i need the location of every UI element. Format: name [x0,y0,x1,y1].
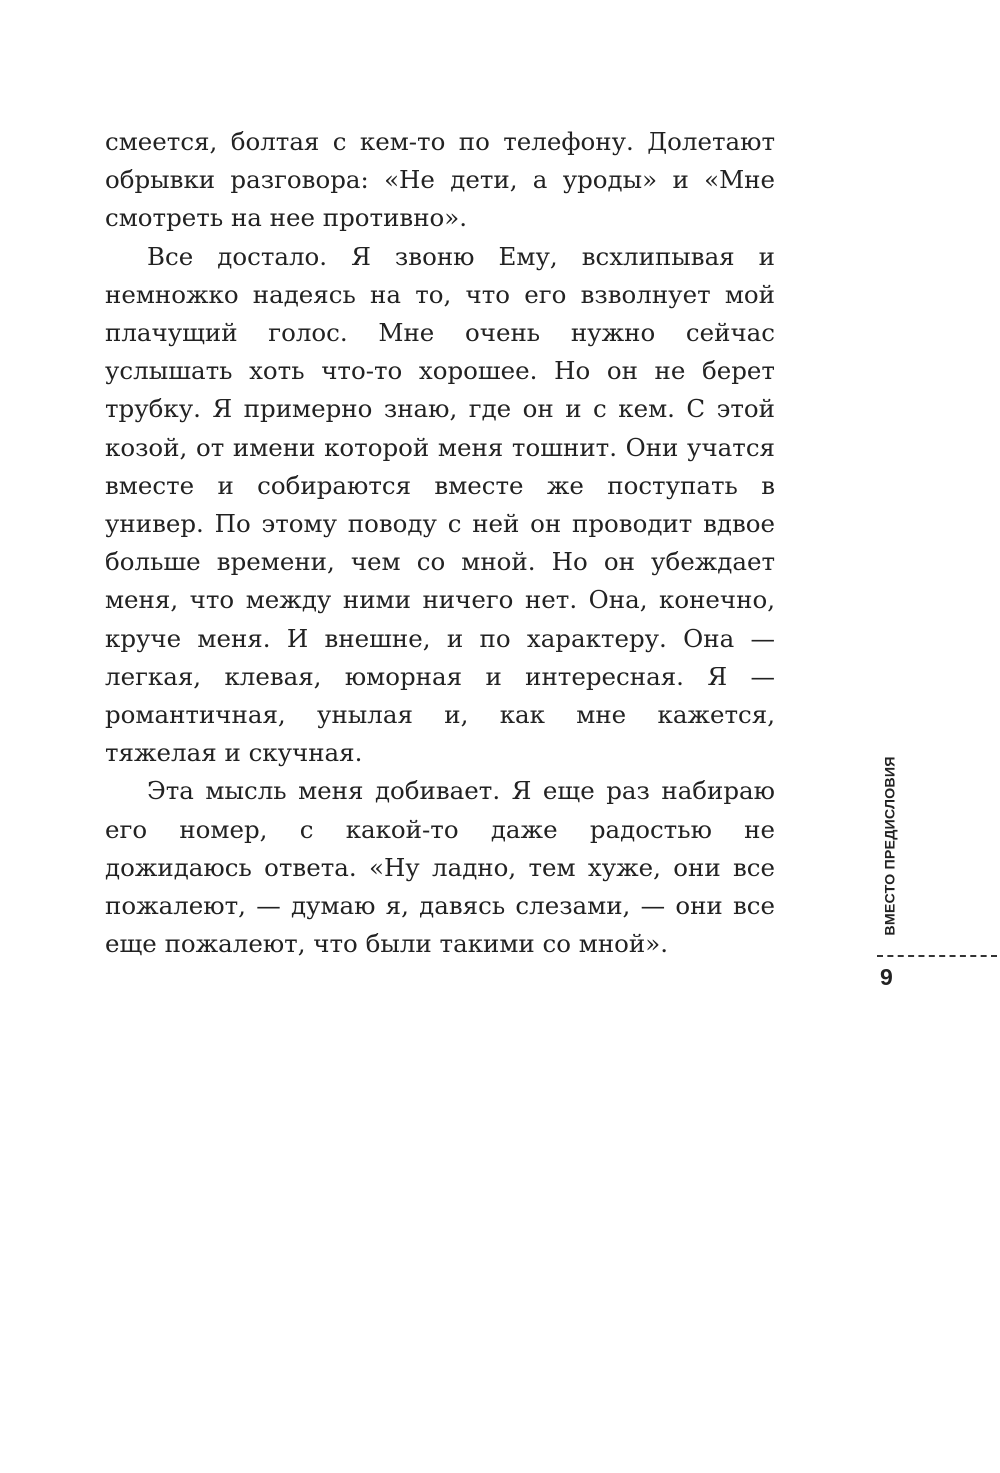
page-number: 9 [880,964,893,990]
body-text [105,123,775,963]
paragraph: Все достало. Я звоню Ему, всхлипывая и немножко надеясь на то, что его взволнует мой плачущий голос. Мне очень нужно сейчас услышать хоть что-то хорошее. Но он не берет трубку. Я примерно знаю, где он и с кем. С этой козой, от имени которой меня тошнит. Они учатся вместе и собираются вместе же поступать в универ. По этому поводу с ней он проводит вдвое больше времени, чем со мной. Но он убеждает меня, что между ними ничего нет. Она, конечно, круче меня. И внешне, и по характеру. Она — легкая, клевая, юморная и интересная. Я — романтичная, унылая и, как мне кажется, тяжелая и скучная. [105,241,775,768]
paragraph-continuation: смеется, болтая с кем-то по телефону. Долетают обрывки разговора: «Не дети, а уроды» и «Мне смотреть на нее противно». [105,127,775,233]
paragraph: Эта мысль меня добивает. Я еще раз набираю его номер, с какой-то даже радостью не дожидаюсь ответа. «Ну ладно, тем хуже, они все пожалеют, — думаю я, давясь слезами, — они все еще пожалеют, что были такими со мной». [105,776,775,959]
running-head [880,757,902,935]
running-head-label: ВМЕСТО ПРЕДИСЛОВИЯ [883,756,900,936]
dashed-divider [877,955,997,957]
